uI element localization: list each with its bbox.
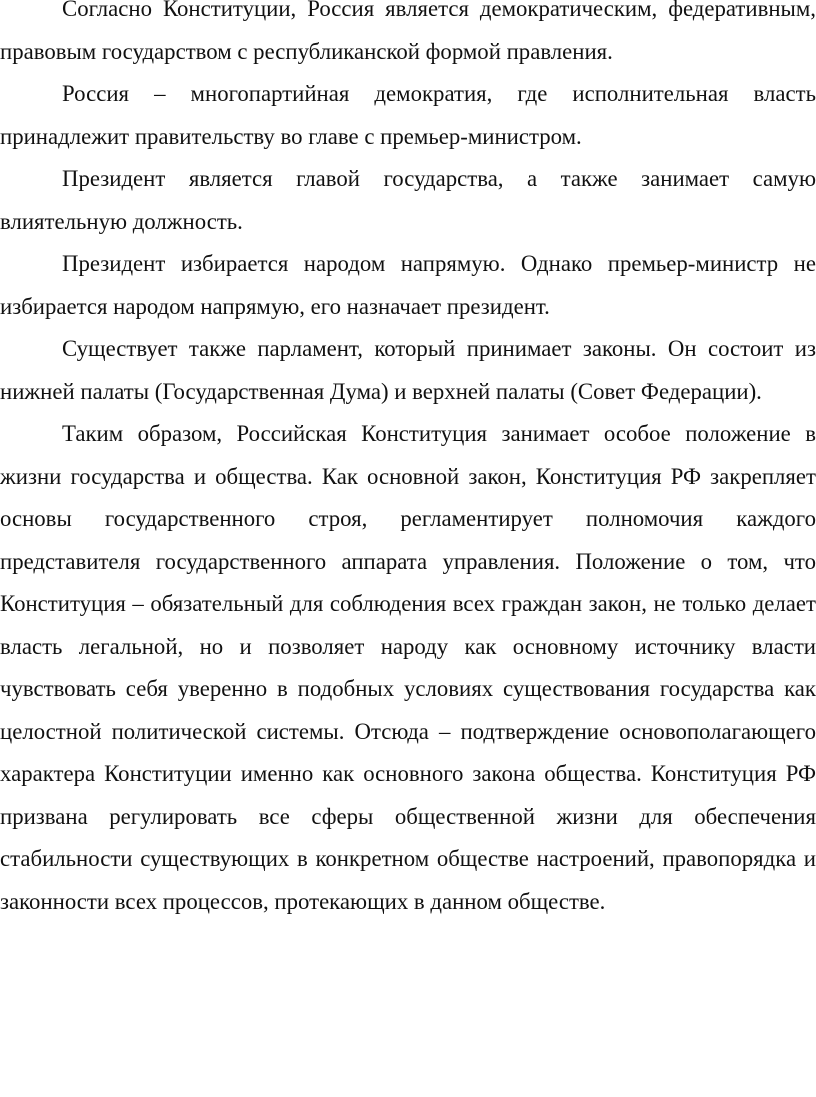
paragraph-4: Президент избирается народом напрямую. Однако премьер-министр не избирается народом напрямую, его назначает президент. [0,251,816,319]
paragraph-5: Существует также парламент, который принимает законы. Он состоит из нижней палаты (Государственная Дума) и верхней палаты (Совет Федерации). [0,336,816,404]
paragraph-3: Президент является главой государства, а также занимает самую влиятельную должность. [0,166,816,234]
paragraph-2: Россия – многопартийная демократия, где исполнительная власть принадлежит правительству во главе с премьер-министром. [0,81,816,149]
paragraph-6: Таким образом, Российская Конституция занимает особое положение в жизни государства и общества. Как основной закон, Конституция РФ закрепляет основы государственного строя, регламентирует полномочия каждого представителя государственного аппарата управления. Положение о том, что Конституция – обязательный для соблюдения всех граждан закон, не только делает власть легальной, но и позволяет народу как основному источнику власти чувствовать себя уверенно в подобных условиях существования государства как целостной политической системы. Отсюда – подтверждение основополагающего характера Конституции именно как основного закона общества. Конституция РФ призвана регулировать все сферы общественной жизни для обеспечения стабильности существующих в конкретном обществе настроений, правопорядка и законности всех процессов, протекающих в данном обществе. [0,421,816,914]
paragraph-1: Согласно Конституции, Россия является демократическим, федеративным, правовым государством с республиканской формой правления. [0,0,816,64]
